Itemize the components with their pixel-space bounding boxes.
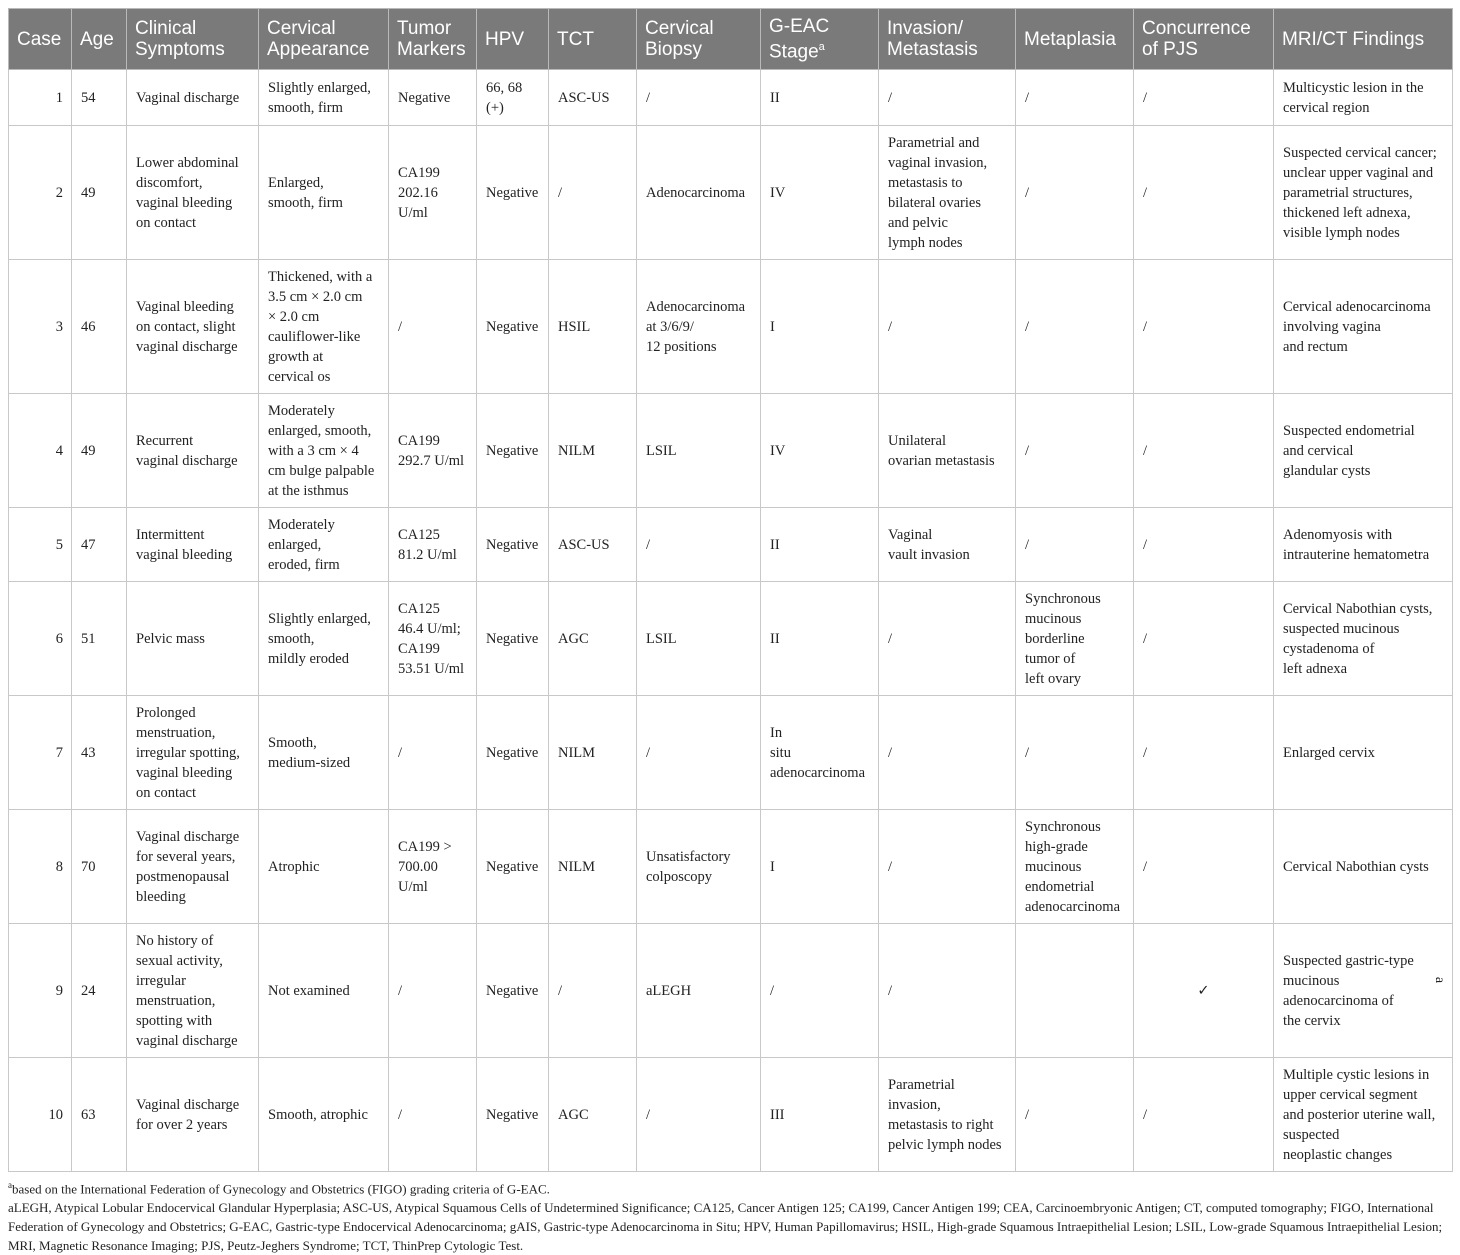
cell-cervical-biopsy: aLEGH [637, 924, 761, 1058]
cell-mri-ct-findings: Multicystic lesion in the cervical region [1274, 70, 1453, 126]
cell-age: 54 [72, 70, 127, 126]
cell-cervical-appearance: Smooth, atrophic [259, 1058, 389, 1172]
cell-cervical-appearance: Moderately enlarged, smooth, with a 3 cm × 4 cm bulge palpable at the isthmus [259, 394, 389, 508]
abbreviations-footnote: aLEGH, Atypical Lobular Endocervical Glandular Hyperplasia; ASC-US, Atypical Squamous Cells of Undetermined Significance; CA125, Cancer Antigen 125; CA199, Cancer Antigen 199; CEA, Carcinoembryonic Antigen; CT, computed tomography; FIGO, International Federation of Gynecology and Obstetrics; G-EAC, Gastric-type Endocervical Adenocarcinoma; gAIS, Gastric-type Adenocarcinoma in Situ; HPV, Human Papillomavirus; HSIL, High-grade Squamous Intraepithelial Lesion; LSIL, Low-grade Squamous Intraepithelial Lesion; MRI, Magnetic Resonance Imaging; PJS, Peutz-Jeghers Syndrome; TCT, ThinPrep Cytologic Test. [8, 1200, 1443, 1254]
header-cervical-biopsy-label: Cervical Biopsy [645, 18, 714, 61]
cell-tct: / [549, 126, 637, 260]
header-tumor-markers [389, 9, 477, 70]
cell-age: 49 [72, 394, 127, 508]
table-wrapper [8, 8, 1452, 1172]
cell-geac-stage: / [761, 924, 879, 1058]
cell-case: 3 [9, 260, 72, 394]
cell-metaplasia: / [1016, 508, 1134, 582]
cell-hpv: Negative [477, 924, 549, 1058]
cell-age: 70 [72, 810, 127, 924]
header-age-label: Age [80, 28, 114, 50]
cell-tumor-markers: CA125 81.2 U/ml [389, 508, 477, 582]
cell-mri-ct-findings: Multiple cystic lesions in upper cervical segment and posterior uterine wall, suspected neoplastic changes [1274, 1058, 1453, 1172]
cell-age: 46 [72, 260, 127, 394]
cell-mri-ct-findings: Cervical adenocarcinoma involving vagina and rectum [1274, 260, 1453, 394]
cell-tct: AGC [549, 1058, 637, 1172]
cell-invasion-metastasis: / [879, 696, 1016, 810]
table-row [9, 924, 1453, 1058]
table-row [9, 582, 1453, 696]
cell-hpv: Negative [477, 394, 549, 508]
cell-tumor-markers: / [389, 1058, 477, 1172]
cell-case: 4 [9, 394, 72, 508]
cell-case: 2 [9, 126, 72, 260]
cell-cervical-appearance: Slightly enlarged, smooth, firm [259, 70, 389, 126]
header-hpv-label: HPV [485, 28, 525, 50]
cell-metaplasia: / [1016, 70, 1134, 126]
cell-metaplasia: Synchronous high-grade mucinous endometrial adenocarcinoma [1016, 810, 1134, 924]
cell-geac-stage: II [761, 582, 879, 696]
cell-tumor-markers: CA199 292.7 U/ml [389, 394, 477, 508]
header-case [9, 9, 72, 70]
cell-invasion-metastasis: / [879, 260, 1016, 394]
table-row [9, 696, 1453, 810]
header-clinical-symptoms-label: Clinical Symptoms [135, 18, 225, 61]
cell-invasion-metastasis: / [879, 924, 1016, 1058]
case-table [8, 8, 1453, 1172]
cell-clinical-symptoms: Vaginal discharge [127, 70, 259, 126]
cell-mri-ct-findings: Suspected endometrial and cervical glandular cysts [1274, 394, 1453, 508]
footnote-a-text: based on the International Federation of Gynecology and Obstetrics (FIGO) grading criteria of G-EAC. [12, 1181, 550, 1197]
cell-tct: ASC-US [549, 70, 637, 126]
cell-age: 24 [72, 924, 127, 1058]
row9-side-mark: a [1431, 977, 1447, 984]
cell-clinical-symptoms: Vaginal discharge for over 2 years [127, 1058, 259, 1172]
cell-mri-ct-findings: Cervical Nabothian cysts [1274, 810, 1453, 924]
cell-cervical-biopsy: / [637, 70, 761, 126]
cell-concurrence-pjs: / [1134, 696, 1274, 810]
cell-cervical-appearance: Moderately enlarged, eroded, firm [259, 508, 389, 582]
table-row [9, 394, 1453, 508]
cell-cervical-appearance: Thickened, with a 3.5 cm × 2.0 cm × 2.0 cm cauliflower-like growth at cervical os [259, 260, 389, 394]
header-tumor-markers-label: Tumor Markers [397, 18, 466, 61]
header-tct [549, 9, 637, 70]
cell-clinical-symptoms: Prolonged menstruation, irregular spotting, vaginal bleeding on contact [127, 696, 259, 810]
cell-tumor-markers: CA199 > 700.00 U/ml [389, 810, 477, 924]
cell-clinical-symptoms: Lower abdominal discomfort, vaginal bleeding on contact [127, 126, 259, 260]
cell-tumor-markers: / [389, 924, 477, 1058]
cell-invasion-metastasis: / [879, 582, 1016, 696]
cell-age: 47 [72, 508, 127, 582]
cell-hpv: Negative [477, 508, 549, 582]
cell-concurrence-pjs: / [1134, 260, 1274, 394]
cell-invasion-metastasis: / [879, 810, 1016, 924]
header-concurrence-pjs [1134, 9, 1274, 70]
table-row [9, 1058, 1453, 1172]
cell-concurrence-pjs: / [1134, 126, 1274, 260]
cell-cervical-biopsy: LSIL [637, 394, 761, 508]
footnote-a [8, 1176, 1452, 1198]
cell-metaplasia: / [1016, 1058, 1134, 1172]
header-mri-ct-findings-label: MRI/CT Findings [1282, 28, 1425, 50]
header-geac-stage [761, 9, 879, 70]
cell-mri-ct-findings: Adenomyosis with intrauterine hematometra [1274, 508, 1453, 582]
cell-mri-ct-findings: Suspected gastric-type mucinous adenocarcinoma of the cervix a [1274, 924, 1453, 1058]
cell-geac-stage: III [761, 1058, 879, 1172]
cell-tct: NILM [549, 394, 637, 508]
table-row [9, 508, 1453, 582]
header-case-label: Case [17, 28, 62, 50]
cell-tct: HSIL [549, 260, 637, 394]
cell-tumor-markers: CA125 46.4 U/ml; CA199 53.51 U/ml [389, 582, 477, 696]
cell-mri-ct-findings: Enlarged cervix [1274, 696, 1453, 810]
cell-cervical-appearance: Enlarged, smooth, firm [259, 126, 389, 260]
cell-tct: NILM [549, 696, 637, 810]
table-header-row [9, 9, 1453, 70]
cell-metaplasia: / [1016, 126, 1134, 260]
header-metaplasia-label: Metaplasia [1024, 28, 1116, 50]
cell-clinical-symptoms: Pelvic mass [127, 582, 259, 696]
cell-hpv: Negative [477, 126, 549, 260]
cell-concurrence-pjs: / [1134, 582, 1274, 696]
cell-geac-stage: IV [761, 394, 879, 508]
cell-metaplasia: / [1016, 260, 1134, 394]
cell-clinical-symptoms: Recurrent vaginal discharge [127, 394, 259, 508]
header-cervical-appearance [259, 9, 389, 70]
cell-concurrence-pjs: / [1134, 1058, 1274, 1172]
cell-clinical-symptoms: No history of sexual activity, irregular menstruation, spotting with vaginal discharge [127, 924, 259, 1058]
cell-invasion-metastasis: Vaginal vault invasion [879, 508, 1016, 582]
cell-cervical-biopsy: LSIL [637, 582, 761, 696]
cell-concurrence-pjs: ✓ [1134, 924, 1274, 1058]
header-age [72, 9, 127, 70]
cell-geac-stage: II [761, 508, 879, 582]
cell-case: 8 [9, 810, 72, 924]
cell-cervical-biopsy: Adenocarcinoma [637, 126, 761, 260]
header-metaplasia [1016, 9, 1134, 70]
cell-concurrence-pjs: / [1134, 810, 1274, 924]
cell-case: 7 [9, 696, 72, 810]
cell-tct: / [549, 924, 637, 1058]
cell-case: 5 [9, 508, 72, 582]
table-row [9, 260, 1453, 394]
header-cervical-biopsy [637, 9, 761, 70]
cell-clinical-symptoms: Vaginal bleeding on contact, slight vaginal discharge [127, 260, 259, 394]
cell-cervical-biopsy: Adenocarcinoma at 3/6/9/ 12 positions [637, 260, 761, 394]
cell-cervical-biopsy: / [637, 696, 761, 810]
stage-superscript: a [818, 41, 825, 53]
cell-case: 6 [9, 582, 72, 696]
cell-age: 51 [72, 582, 127, 696]
cell-hpv: Negative [477, 696, 549, 810]
cell-concurrence-pjs: / [1134, 508, 1274, 582]
cell-geac-stage: I [761, 260, 879, 394]
cell-cervical-appearance: Slightly enlarged, smooth, mildly eroded [259, 582, 389, 696]
cell-tct: NILM [549, 810, 637, 924]
header-concurrence-pjs-label: Concurrence of PJS [1142, 18, 1251, 61]
table-body [9, 70, 1453, 1172]
table-row [9, 70, 1453, 126]
cell-concurrence-pjs: / [1134, 70, 1274, 126]
footnote-a-marker: a [8, 1180, 12, 1190]
cell-invasion-metastasis: Parametrial and vaginal invasion, metastasis to bilateral ovaries and pelvic lymph nodes [879, 126, 1016, 260]
cell-hpv: Negative [477, 810, 549, 924]
header-invasion-metastasis-label: Invasion/ Metastasis [887, 18, 978, 61]
cell-geac-stage: I [761, 810, 879, 924]
cell-mri-ct-findings: Suspected cervical cancer; unclear upper vaginal and parametrial structures, thickened left adnexa, visible lymph nodes [1274, 126, 1453, 260]
cell-cervical-biopsy: / [637, 508, 761, 582]
cell-tumor-markers: CA199 202.16 U/ml [389, 126, 477, 260]
header-invasion-metastasis [879, 9, 1016, 70]
cell-geac-stage: In situ adenocarcinoma [761, 696, 879, 810]
cell-invasion-metastasis: Parametrial invasion, metastasis to right pelvic lymph nodes [879, 1058, 1016, 1172]
header-clinical-symptoms [127, 9, 259, 70]
header-hpv [477, 9, 549, 70]
cell-tct: ASC-US [549, 508, 637, 582]
cell-cervical-appearance: Smooth, medium-sized [259, 696, 389, 810]
cell-tumor-markers: Negative [389, 70, 477, 126]
table-row [9, 126, 1453, 260]
cell-cervical-biopsy: Unsatisfactory colposcopy [637, 810, 761, 924]
header-mri-ct-findings [1274, 9, 1453, 70]
cell-age: 43 [72, 696, 127, 810]
cell-hpv: 66, 68 (+) [477, 70, 549, 126]
cell-invasion-metastasis: Unilateral ovarian metastasis [879, 394, 1016, 508]
cell-case: 1 [9, 70, 72, 126]
cell-age: 63 [72, 1058, 127, 1172]
cell-case: 9 [9, 924, 72, 1058]
table-row [9, 810, 1453, 924]
cell-cervical-appearance: Not examined [259, 924, 389, 1058]
cell-metaplasia: / [1016, 696, 1134, 810]
cell-invasion-metastasis: / [879, 70, 1016, 126]
cell-clinical-symptoms: Vaginal discharge for several years, postmenopausal bleeding [127, 810, 259, 924]
cell-metaplasia [1016, 924, 1134, 1058]
cell-geac-stage: IV [761, 126, 879, 260]
cell-cervical-appearance: Atrophic [259, 810, 389, 924]
cell-tumor-markers: / [389, 696, 477, 810]
cell-cervical-biopsy: / [637, 1058, 761, 1172]
cell-concurrence-pjs: / [1134, 394, 1274, 508]
cell-mri-ct-findings: Cervical Nabothian cysts, suspected mucinous cystadenoma of left adnexa [1274, 582, 1453, 696]
cell-metaplasia: / [1016, 394, 1134, 508]
cell-hpv: Negative [477, 260, 549, 394]
cell-case: 10 [9, 1058, 72, 1172]
cell-tumor-markers: / [389, 260, 477, 394]
header-tct-label: TCT [557, 28, 594, 50]
cell-age: 49 [72, 126, 127, 260]
cell-hpv: Negative [477, 582, 549, 696]
header-geac-stage-label: G-EAC Stage [769, 16, 830, 63]
cell-metaplasia: Synchronous mucinous borderline tumor of left ovary [1016, 582, 1134, 696]
cell-hpv: Negative [477, 1058, 549, 1172]
table-footnotes [8, 1176, 1452, 1255]
cell-geac-stage: II [761, 70, 879, 126]
header-cervical-appearance-label: Cervical Appearance [267, 18, 370, 61]
cell-clinical-symptoms: Intermittent vaginal bleeding [127, 508, 259, 582]
cell-tct: AGC [549, 582, 637, 696]
